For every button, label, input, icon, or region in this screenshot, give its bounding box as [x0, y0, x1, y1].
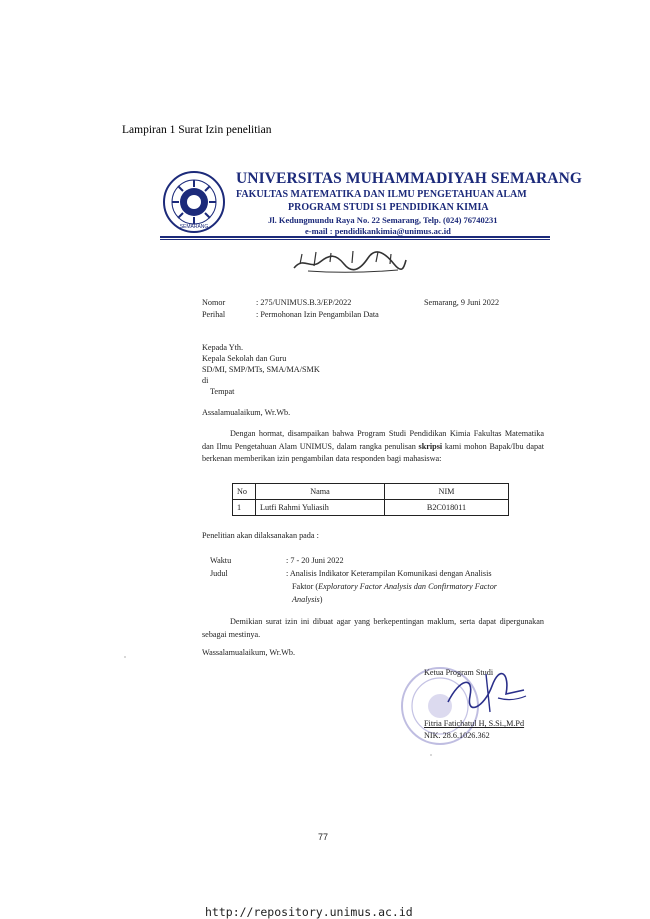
judul-label: Judul — [210, 569, 228, 578]
judul-italic: Exploratory Factor Analysis dan Confirmatory Factor — [318, 582, 497, 591]
judul-line: : Analisis Indikator Keterampilan Komunikasi dengan Analisis — [286, 569, 492, 578]
table-header: No — [233, 484, 256, 500]
table-cell: Lutfi Rahmi Yuliasih — [256, 500, 385, 516]
signature-name: Fitria Fatichatul H, S.Si.,M.Pd — [424, 719, 525, 728]
letterhead-rule-thin — [160, 239, 550, 240]
letterhead-address: Jl. Kedungmundu Raya No. 22 Semarang, Telp. (024) 76740231 — [268, 215, 498, 225]
letterhead-faculty: FAKULTAS MATEMATIKA DAN ILMU PENGETAHUAN ALAM — [236, 189, 527, 200]
student-table — [232, 483, 509, 516]
table-header-row — [233, 484, 509, 500]
perihal-label: Perihal — [202, 310, 226, 319]
judul-text: Faktor ( — [292, 582, 319, 591]
judul-line — [292, 595, 322, 604]
table-cell: B2C018011 — [385, 500, 509, 516]
page-number: 77 — [318, 832, 329, 842]
logo-text: SEMARANG — [179, 224, 209, 230]
table-cell: 1 — [233, 500, 256, 516]
recipient-line: Kepada Yth. — [202, 343, 244, 352]
perihal-value: : Permohonan Izin Pengambilan Data — [256, 310, 379, 319]
table-header: NIM — [385, 484, 509, 500]
nomor-label: Nomor — [202, 298, 226, 307]
intro-text: Dengan hormat, disampaikan bahwa Program Studi Pendidikan Kimia Fakultas Matematika dan Ilmu Pengetahuan Alam UNIMUS, dalam rangka penulisan — [202, 429, 544, 451]
letterhead-university: UNIVERSITAS MUHAMMADIYAH SEMARANG — [236, 170, 583, 187]
recipient-line: Kepala Sekolah dan Guru — [202, 354, 287, 363]
letterhead-rule — [160, 236, 550, 238]
intro-bold: skripsi — [418, 441, 443, 451]
intro-text-end: kami mohon Bapak/Ibu dapat berkenan memberikan izin pengambilan data responden bagi mahasiswa: — [202, 441, 544, 464]
waktu-label: Waktu — [210, 556, 232, 565]
intro-paragraph — [202, 428, 544, 466]
recipient-line: di — [202, 376, 209, 385]
letterhead-program: PROGRAM STUDI S1 PENDIDIKAN KIMIA — [288, 202, 489, 213]
research-intro: Penelitian akan dilaksanakan pada : — [202, 531, 319, 540]
recipient-line: SD/MI, SMP/MTs, SMA/MA/SMK — [202, 365, 320, 374]
bismillah-calligraphy-icon — [290, 248, 410, 274]
judul-line — [292, 582, 497, 591]
recipient-line: Tempat — [210, 387, 235, 396]
greeting: Assalamualaikum, Wr.Wb. — [202, 408, 291, 417]
letterhead-email: e-mail : pendidikankimia@unimus.ac.id — [305, 226, 451, 236]
university-logo-icon — [162, 170, 226, 234]
nomor-value: : 275/UNIMUS.B.3/EP/2022 — [256, 298, 352, 307]
letter-date: Semarang, 9 Juni 2022 — [424, 298, 500, 307]
table-row — [233, 500, 509, 516]
signature-nik: NIK. 28.6.1026.362 — [424, 731, 490, 740]
signature-title: Ketua Program Studi — [424, 668, 494, 677]
judul-text: ) — [319, 595, 323, 604]
repository-url: http://repository.unimus.ac.id — [205, 905, 413, 919]
signature-icon — [440, 668, 530, 718]
table-header: Nama — [256, 484, 385, 500]
scan-speck — [124, 656, 126, 658]
attachment-caption: Lampiran 1 Surat Izin penelitian — [122, 124, 272, 136]
judul-italic: Analysis — [292, 595, 320, 604]
scan-speck — [430, 754, 432, 756]
waktu-value: : 7 - 20 Juni 2022 — [286, 556, 344, 565]
closing-paragraph: Demikian surat izin ini dibuat agar yang berkepentingan maklum, serta dapat dipergunakan sebagai mestinya. — [202, 617, 544, 639]
closing-salam: Wassalamualaikum, Wr.Wb. — [202, 648, 295, 657]
